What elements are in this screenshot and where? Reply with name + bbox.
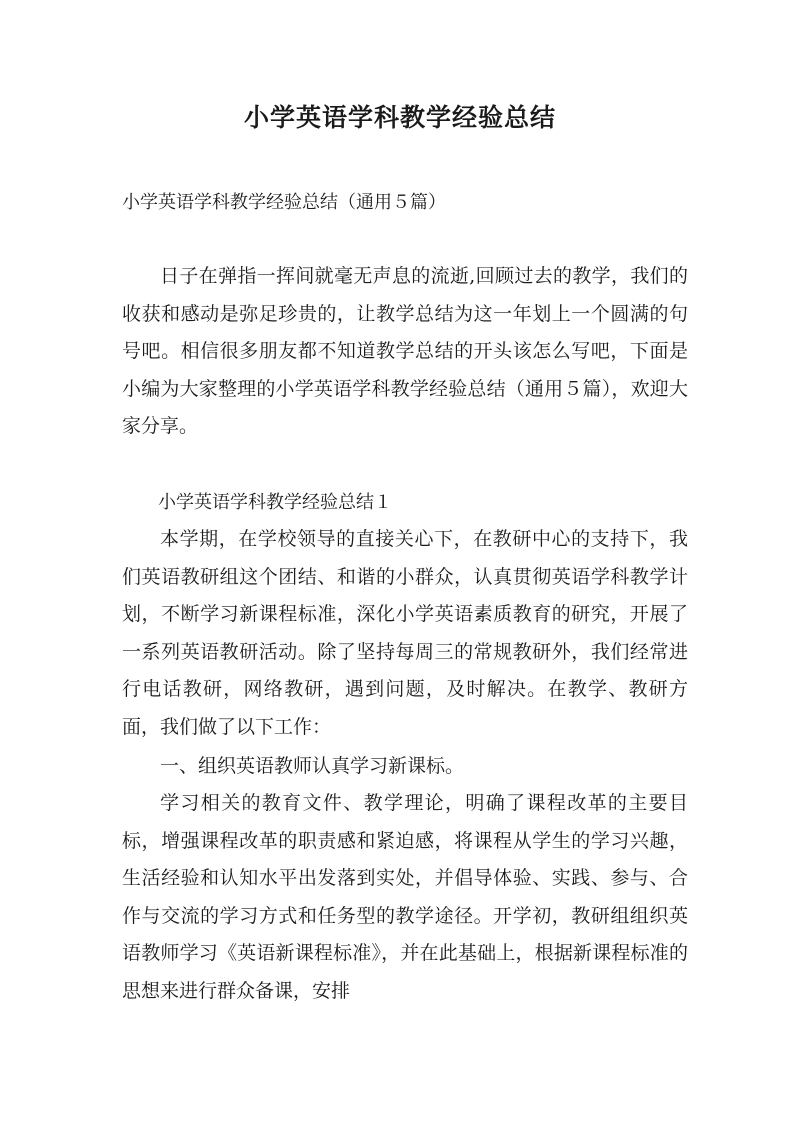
document-subtitle: 小学英语学科教学经验总结（通用５篇） [122,192,446,213]
section-heading: 小学英语学科教学经验总结１ [158,492,392,513]
document-title: 小学英语学科教学经验总结 [243,103,556,132]
intro-paragraph: 日子在弹指一挥间就毫无声息的流逝,回顾过去的教学，我们的收获和感动是弥足珍贵的，让教学总结为这一年划上一个圆满的句号吧。相信很多朋友都不知道教学总结的开头该怎么写吧，下面是小编为大家整理的小学英语学科教学经验总结（通用５篇），欢迎大家分享。 [122,265,688,437]
body-paragraph-1: 本学期，在学校领导的直接关心下，在教研中心的支持下，我们英语教研组这个团结、和谐的小群众，认真贯彻英语学科教学计划，不断学习新课程标准，深化小学英语素质教育的研究，开展了一系列英语教研活动。除了坚持每周三的常规教研外，我们经常进行电话教研，网络教研，遇到问题，及时解决。在教学、教研方面，我们做了以下工作： [122,528,688,738]
list-item-heading: 一、组织英语教师认真学习新课标。 [160,755,465,777]
body-paragraph-2: 学习相关的教育文件、教学理论，明确了课程改革的主要目标，增强课程改革的职责感和紧迫感，将课程从学生的学习兴趣，生活经验和认知水平出发落到实处，并倡导体验、实践、参与、合作与交流的学习方式和任务型的教学途径。开学初，教研组组织英语教师学习《英语新课程标准》，并在此基础上，根据新课程标准的思想来进行群众备课，安排 [122,792,688,1002]
